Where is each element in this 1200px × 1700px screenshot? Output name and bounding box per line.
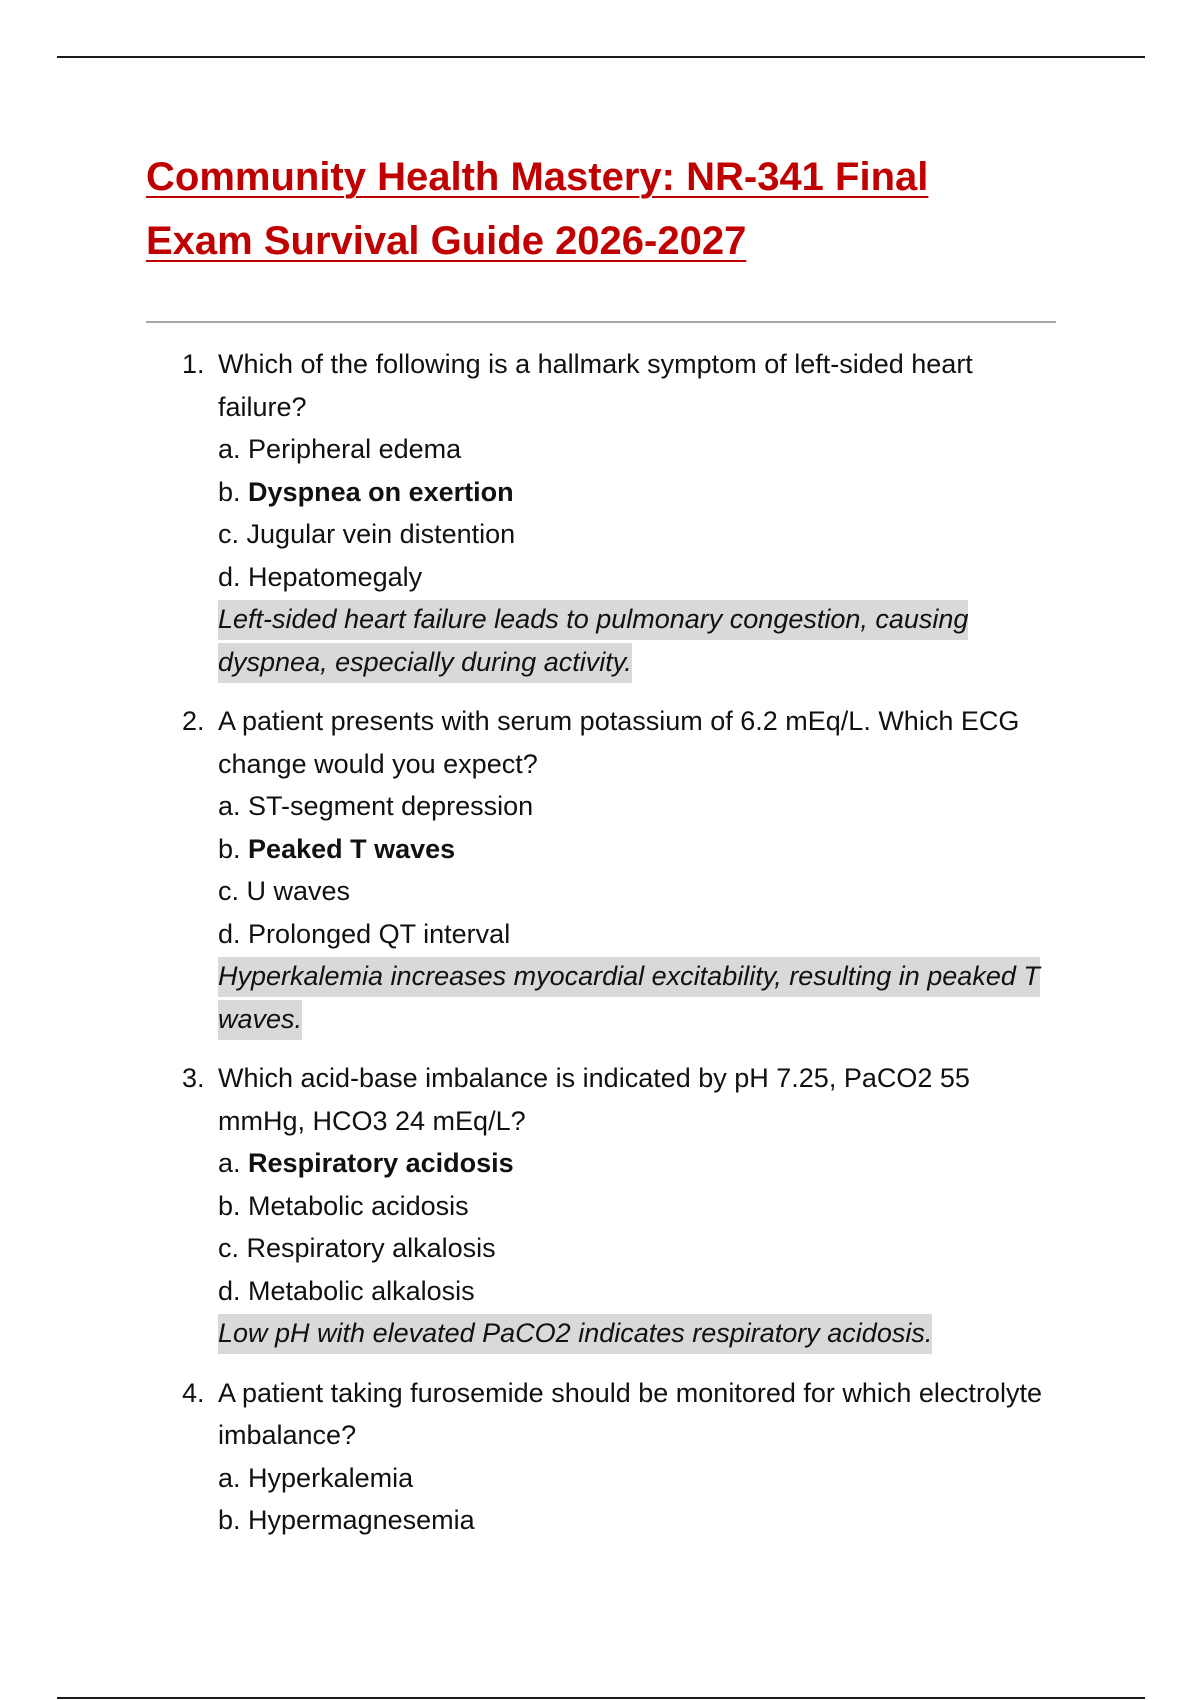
answer-option-correct — [218, 1142, 1058, 1185]
option-text: Jugular vein distention — [246, 519, 516, 549]
option-text: ST-segment depression — [248, 791, 534, 821]
answer-option — [218, 870, 1058, 913]
rationale-text: Hyperkalemia increases myocardial excitability, resulting in peaked T waves. — [218, 957, 1040, 1040]
option-letter: a. — [218, 1148, 241, 1178]
answer-option — [218, 1457, 1058, 1500]
page-top-rule — [57, 56, 1145, 58]
answer-rationale — [218, 1312, 1058, 1355]
answer-option-correct — [218, 471, 1058, 514]
option-text-correct: Peaked T waves — [248, 833, 456, 864]
answer-option — [218, 1185, 1058, 1228]
question-item — [0, 700, 1058, 1040]
option-text: Hepatomegaly — [248, 561, 423, 592]
answer-option — [218, 1499, 1058, 1542]
option-text: Peripheral edema — [248, 434, 462, 464]
answer-option — [218, 428, 1058, 471]
rationale-text: Left-sided heart failure leads to pulmonary congestion, causing dyspnea, especially during activity. — [218, 600, 968, 683]
question-number: 4. — [182, 1377, 205, 1408]
option-text: Metabolic alkalosis — [248, 1275, 475, 1306]
answer-option — [218, 785, 1058, 828]
answer-option — [218, 1227, 1058, 1270]
option-letter: d. — [218, 1275, 241, 1306]
answer-option-correct — [218, 828, 1058, 871]
answer-option — [218, 1270, 1058, 1313]
question-list — [0, 343, 1200, 1559]
question-number: 3. — [182, 1063, 205, 1093]
answer-options — [218, 1457, 1058, 1542]
question-item — [0, 1372, 1058, 1542]
option-text: Respiratory alkalosis — [246, 1233, 496, 1263]
option-letter: d. — [218, 561, 241, 592]
question-item — [0, 343, 1058, 683]
option-text: Prolonged QT interval — [248, 918, 511, 949]
answer-options — [218, 1142, 1058, 1312]
option-text: Hyperkalemia — [248, 1462, 414, 1493]
option-letter: b. — [218, 1190, 241, 1221]
option-letter: a. — [218, 434, 241, 464]
answer-option — [218, 913, 1058, 956]
option-text-correct: Dyspnea on exertion — [248, 476, 514, 507]
option-letter: b. — [218, 1505, 241, 1535]
answer-option — [218, 556, 1058, 599]
question-text: A patient presents with serum potassium of 6.2 mEq/L. Which ECG change would you expect? — [218, 706, 1020, 779]
question-text: Which acid-base imbalance is indicated by pH 7.25, PaCO2 55 mmHg, HCO3 24 mEq/L? — [218, 1063, 970, 1136]
answer-options — [218, 785, 1058, 955]
page-bottom-rule — [57, 1697, 1145, 1699]
rationale-text: Low pH with elevated PaCO2 indicates respiratory acidosis. — [218, 1314, 932, 1354]
option-letter: a. — [218, 1462, 241, 1493]
answer-options — [218, 428, 1058, 598]
option-letter: c. — [218, 876, 240, 906]
question-item — [0, 1057, 1058, 1355]
answer-rationale — [218, 598, 1058, 683]
title-divider — [146, 321, 1056, 323]
option-letter: c. — [218, 519, 240, 549]
document-title: Community Health Mastery: NR-341 Final Exam Survival Guide 2026-2027 — [146, 155, 929, 263]
option-letter: a. — [218, 791, 241, 821]
question-text: Which of the following is a hallmark symptom of left-sided heart failure? — [218, 349, 973, 422]
option-text: Hypermagnesemia — [248, 1505, 475, 1535]
option-text: U waves — [246, 876, 351, 906]
question-number: 2. — [182, 706, 205, 736]
answer-rationale — [218, 955, 1058, 1040]
question-text: A patient taking furosemide should be monitored for which electrolyte imbalance? — [218, 1377, 1042, 1450]
question-number: 1. — [182, 349, 205, 379]
option-letter: c. — [218, 1233, 240, 1263]
option-letter: d. — [218, 918, 241, 949]
answer-option — [218, 513, 1058, 556]
option-text: Metabolic acidosis — [248, 1190, 469, 1221]
option-letter: b. — [218, 833, 241, 864]
option-text-correct: Respiratory acidosis — [248, 1148, 514, 1178]
option-letter: b. — [218, 476, 241, 507]
